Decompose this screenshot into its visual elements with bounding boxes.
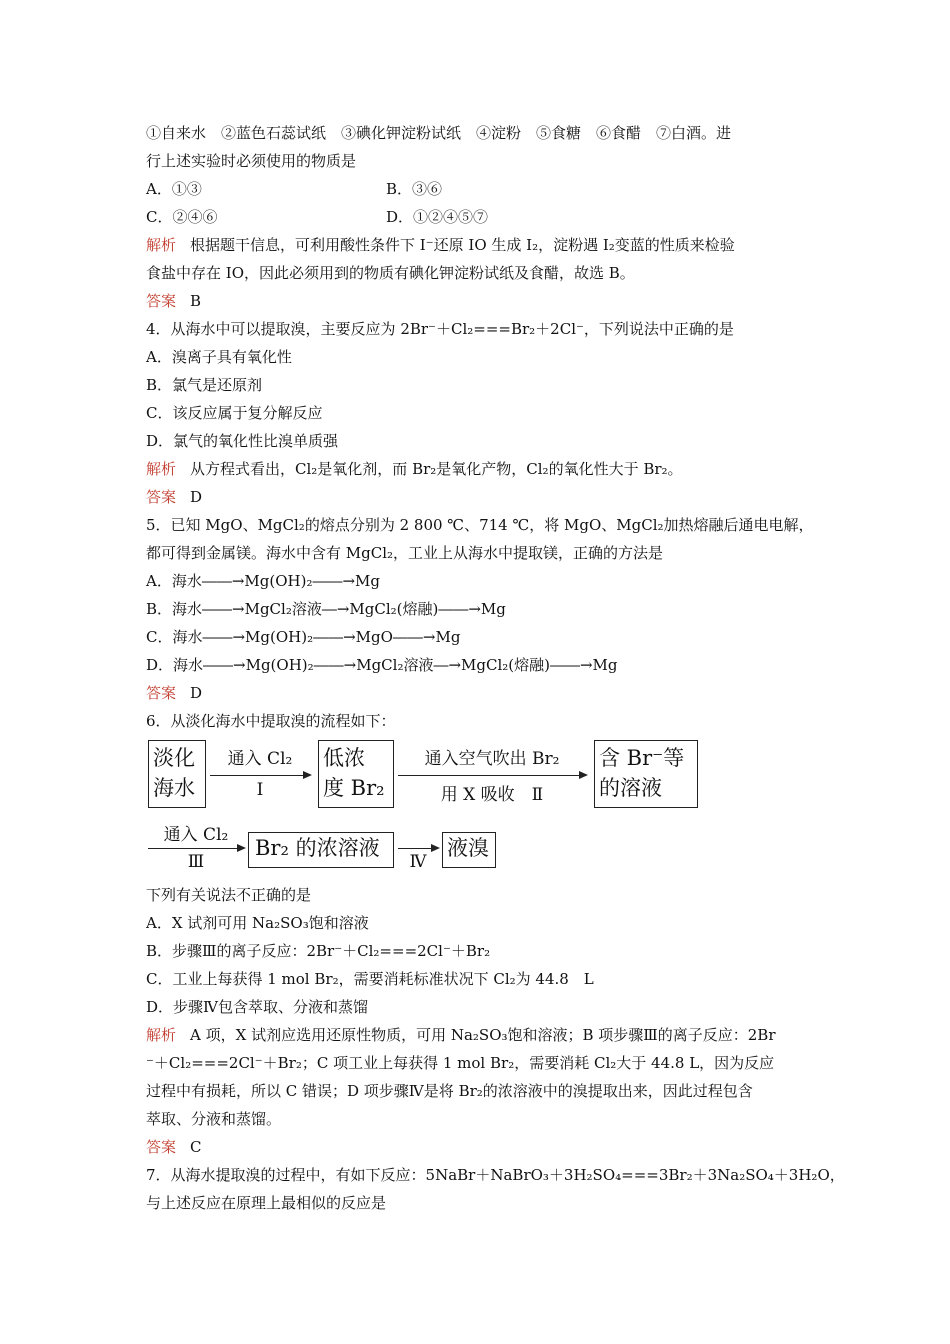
q5-option-d: D．海水――→Mg(OH)₂――→MgCl₂溶液―→MgCl₂(熔融)――→Mg bbox=[146, 656, 618, 674]
answer-label: 答案 bbox=[146, 1138, 177, 1156]
flow-box-liquid-bromine: 液溴 bbox=[442, 832, 496, 868]
q6-question: 下列有关说法不正确的是 bbox=[146, 886, 312, 904]
q4-answer-value: D bbox=[190, 488, 203, 506]
q4-option-b: B．氯气是还原剂 bbox=[146, 376, 263, 394]
q3-analysis-line2: 食盐中存在 IO，因此必须用到的物质有碘化钾淀粉试纸及食醋，故选 B。 bbox=[146, 264, 635, 282]
flow-box-conc-br2: Br₂ 的浓溶液 bbox=[248, 832, 394, 868]
q7-stem-line1: 7．从海水提取溴的过程中，有如下反应：5NaBr＋NaBrO₃＋3H₂SO₄===3Br₂＋3Na₂SO₄＋3H₂O， bbox=[146, 1166, 845, 1184]
q4-answer bbox=[146, 487, 202, 507]
flow-box-low-br2 bbox=[318, 740, 394, 808]
analysis-label: 解析 bbox=[146, 460, 177, 478]
q4-analysis bbox=[146, 459, 683, 479]
flow-arrow2-bottom: 用 X 吸收 Ⅱ bbox=[440, 785, 544, 805]
q3-option-c: C．②④⑥ bbox=[146, 208, 218, 226]
q3-option-b: B．③⑥ bbox=[386, 180, 443, 198]
flow-box-br-solution bbox=[594, 740, 698, 808]
q6-analysis-text: A 项，X 试剂应选用还原性物质，可用 Na₂SO₃饱和溶液；B 项步骤Ⅲ的离子反应：2Br bbox=[190, 1026, 776, 1044]
analysis-label: 解析 bbox=[146, 1026, 177, 1044]
flow-arrow-2 bbox=[398, 740, 586, 808]
flow-arrow-3 bbox=[148, 818, 244, 878]
answer-label: 答案 bbox=[146, 292, 177, 310]
q5-option-a: A．海水――→Mg(OH)₂――→Mg bbox=[146, 572, 380, 590]
q5-stem-line2: 都可得到金属镁。海水中含有 MgCl₂，工业上从海水中提取镁，正确的方法是 bbox=[146, 544, 664, 562]
q4-option-d: D．氯气的氧化性比溴单质强 bbox=[146, 432, 339, 450]
q4-analysis-text: 从方程式看出，Cl₂是氧化剂，而 Br₂是氧化产物，Cl₂的氧化性大于 Br₂。 bbox=[190, 460, 683, 478]
flow-box1-line1: 淡化 bbox=[153, 746, 195, 770]
flow-arrow4-bottom: Ⅳ bbox=[409, 852, 427, 872]
q6-analysis-line3: 过程中有损耗，所以 C 错误；D 项步骤Ⅳ是将 Br₂的浓溶液中的溴提取出来，因此过程包含 bbox=[146, 1082, 753, 1100]
q4-option-a: A．溴离子具有氧化性 bbox=[146, 348, 292, 366]
flow-box-desalinated-seawater bbox=[148, 740, 206, 808]
q3-answer-value: B bbox=[190, 292, 202, 310]
q5-option-b: B．海水――→MgCl₂溶液―→MgCl₂(熔融)――→Mg bbox=[146, 600, 506, 618]
q6-answer bbox=[146, 1137, 202, 1157]
q6-analysis-line2: ⁻＋Cl₂===2Cl⁻＋Br₂；C 项工业上每获得 1 mol Br₂，需要消耗 Cl₂大于 44.8 L，因为反应 bbox=[146, 1054, 775, 1072]
flow-arrow3-bottom: Ⅲ bbox=[187, 852, 205, 872]
answer-label: 答案 bbox=[146, 684, 177, 702]
q3-stem-line2: 行上述实验时必须使用的物质是 bbox=[146, 152, 357, 170]
flow-arrow3-top: 通入 Cl₂ bbox=[163, 825, 229, 845]
q4-option-c: C．该反应属于复分解反应 bbox=[146, 404, 323, 422]
flow-box2-line2: 度 Br₂ bbox=[323, 776, 385, 800]
q6-answer-value: C bbox=[190, 1138, 202, 1156]
flow-box1-line2: 海水 bbox=[153, 776, 195, 800]
q6-stem: 6．从淡化海水中提取溴的流程如下： bbox=[146, 712, 396, 730]
q5-answer-value: D bbox=[190, 684, 203, 702]
q7-stem-line2: 与上述反应在原理上最相似的反应是 bbox=[146, 1194, 387, 1212]
q3-answer bbox=[146, 291, 201, 311]
q5-answer bbox=[146, 683, 202, 703]
q5-option-c: C．海水――→Mg(OH)₂――→MgO――→Mg bbox=[146, 628, 461, 646]
answer-label: 答案 bbox=[146, 488, 177, 506]
q3-option-d: D．①②④⑤⑦ bbox=[386, 208, 489, 226]
q5-stem-line1: 5．已知 MgO、MgCl₂的熔点分别为 2 800 ℃、714 ℃，将 MgO、MgCl₂加热熔融后通电电解， bbox=[146, 516, 814, 534]
q6-option-d: D．步骤Ⅳ包含萃取、分液和蒸馏 bbox=[146, 998, 369, 1016]
flow-box3-line1: 含 Br⁻等 bbox=[599, 746, 685, 770]
flow-arrow1-bottom: Ⅰ bbox=[256, 780, 264, 800]
q6-analysis-line4: 萃取、分液和蒸馏。 bbox=[146, 1110, 282, 1128]
q6-option-a: A．X 试剂可用 Na₂SO₃饱和溶液 bbox=[146, 914, 369, 932]
flow-arrow-4 bbox=[398, 818, 438, 878]
q4-stem: 4．从海水中可以提取溴，主要反应为 2Br⁻＋Cl₂===Br₂＋2Cl⁻，下列说法中正确的是 bbox=[146, 320, 734, 338]
q3-option-a: A．①③ bbox=[146, 180, 202, 198]
flow-arrow-1 bbox=[210, 740, 310, 808]
flow-box2-line1: 低浓 bbox=[323, 746, 365, 770]
q3-analysis-line1 bbox=[146, 235, 735, 255]
q3-stem-line1: ①自来水 ②蓝色石蕊试纸 ③碘化钾淀粉试纸 ④淀粉 ⑤食糖 ⑥食醋 ⑦白酒。进 bbox=[146, 124, 732, 142]
q6-option-b: B．步骤Ⅲ的离子反应：2Br⁻＋Cl₂===2Cl⁻＋Br₂ bbox=[146, 942, 491, 960]
flow-arrow1-top: 通入 Cl₂ bbox=[227, 749, 293, 769]
flow-box3-line2: 的溶液 bbox=[599, 776, 662, 800]
q6-option-c: C．工业上每获得 1 mol Br₂，需要消耗标准状况下 Cl₂为 44.8 L bbox=[146, 970, 594, 988]
analysis-label: 解析 bbox=[146, 236, 177, 254]
q3-analysis-text: 根据题干信息，可利用酸性条件下 I⁻还原 IO 生成 I₂，淀粉遇 I₂变蓝的性质来检验 bbox=[190, 236, 735, 254]
q6-analysis-line1 bbox=[146, 1025, 776, 1045]
flow-arrow2-top: 通入空气吹出 Br₂ bbox=[424, 749, 560, 769]
